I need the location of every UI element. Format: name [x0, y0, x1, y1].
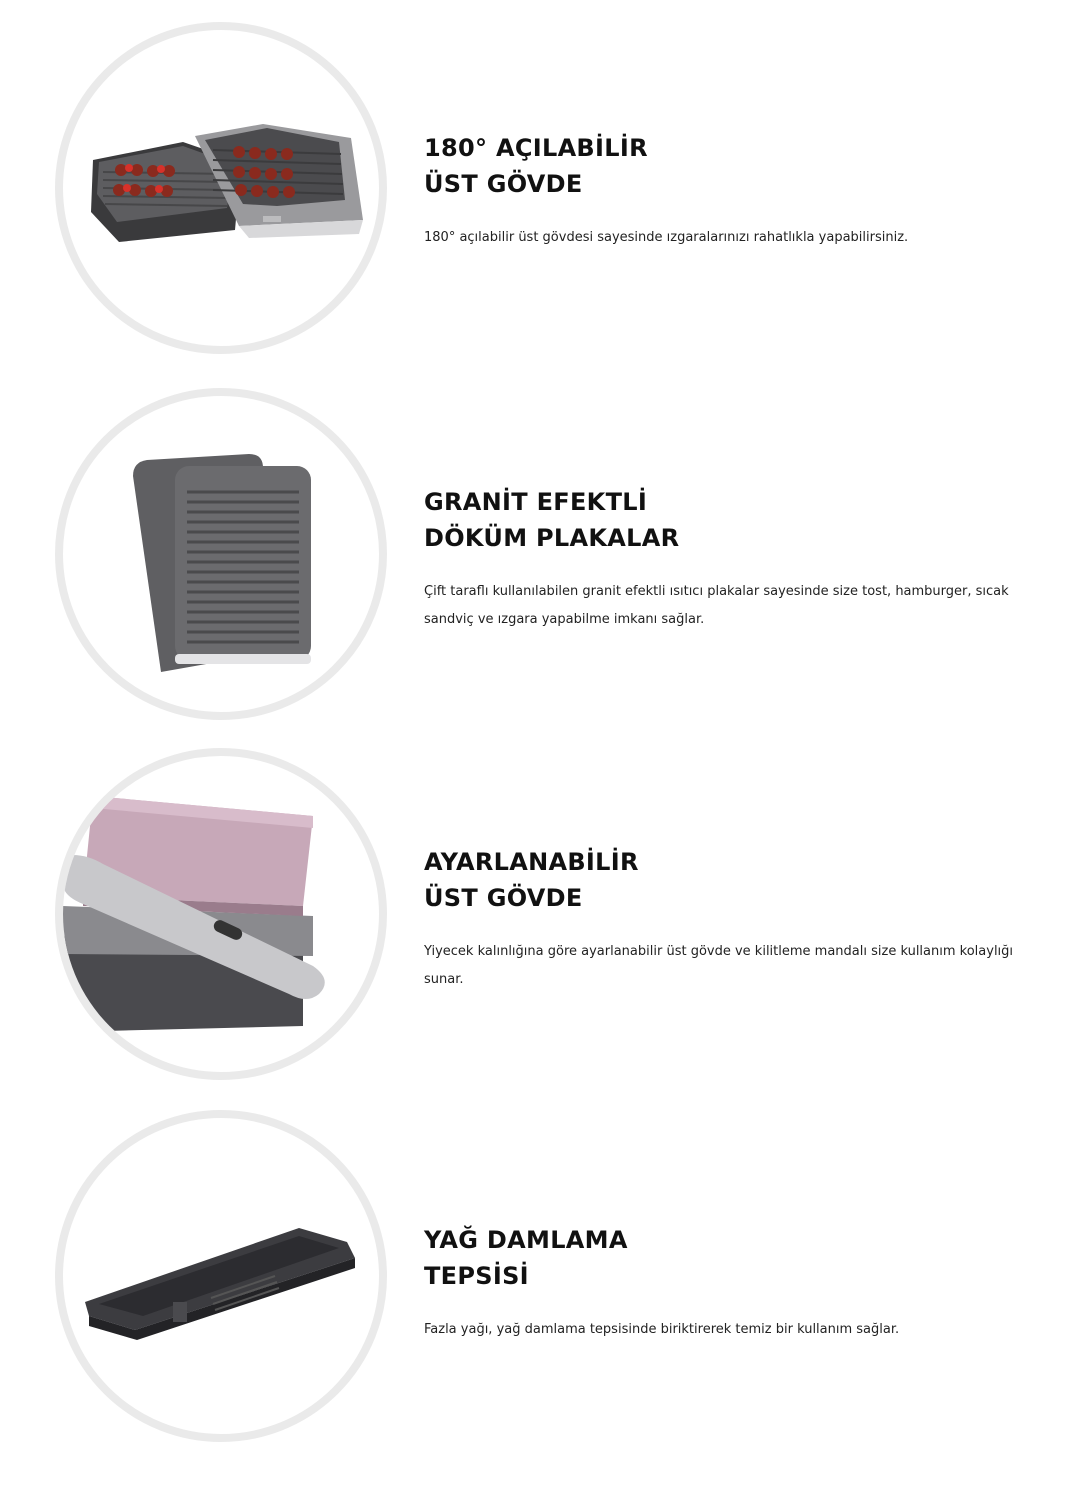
drip-tray-image: [55, 1110, 387, 1442]
feature-description: 180° açılabilir üst gövdesi sayesinde ızgaralarınızı rahatlıkla yapabilirsiniz.: [424, 230, 909, 245]
granite-plates-image: [55, 388, 387, 720]
feature-title-line2: ÜST GÖVDE: [424, 884, 583, 912]
feature-granite-plates: [0, 388, 1069, 728]
feature-drip-tray: [0, 1110, 1069, 1450]
feature-title-line1: YAĞ DAMLAMA: [424, 1226, 628, 1254]
adjustable-lid-image: [55, 748, 387, 1080]
feature-title: [424, 844, 1034, 916]
feature-text: [424, 130, 1034, 252]
feature-text: [424, 1222, 1034, 1344]
feature-text: [424, 844, 1034, 994]
feature-open-180: [0, 22, 1069, 362]
feature-description: Fazla yağı, yağ damlama tepsisinde biriktirerek temiz bir kullanım sağlar.: [424, 1322, 900, 1337]
feature-adjustable-lid: [0, 748, 1069, 1088]
feature-title: [424, 130, 1034, 202]
grill-open-image: [55, 22, 387, 354]
feature-title-line2: DÖKÜM PLAKALAR: [424, 524, 680, 552]
feature-text: [424, 484, 1034, 634]
feature-title: [424, 1222, 1034, 1294]
feature-title-line2: TEPSİSİ: [424, 1262, 529, 1290]
feature-title: [424, 484, 1034, 556]
feature-description: Yiyecek kalınlığına göre ayarlanabilir üst gövde ve kilitleme mandalı size kullanım kolaylığı sunar.: [424, 944, 1014, 987]
feature-title-line1: AYARLANABİLİR: [424, 848, 639, 876]
feature-title-line1: 180° AÇILABİLİR: [424, 134, 648, 162]
feature-description: Çift taraflı kullanılabilen granit efektli ısıtıcı plakalar sayesinde size tost, hamburger, sıcak sandviç ve ızgara yapabilme imkanı sağlar.: [424, 584, 1009, 627]
feature-title-line2: ÜST GÖVDE: [424, 170, 583, 198]
feature-title-line1: GRANİT EFEKTLİ: [424, 488, 648, 516]
